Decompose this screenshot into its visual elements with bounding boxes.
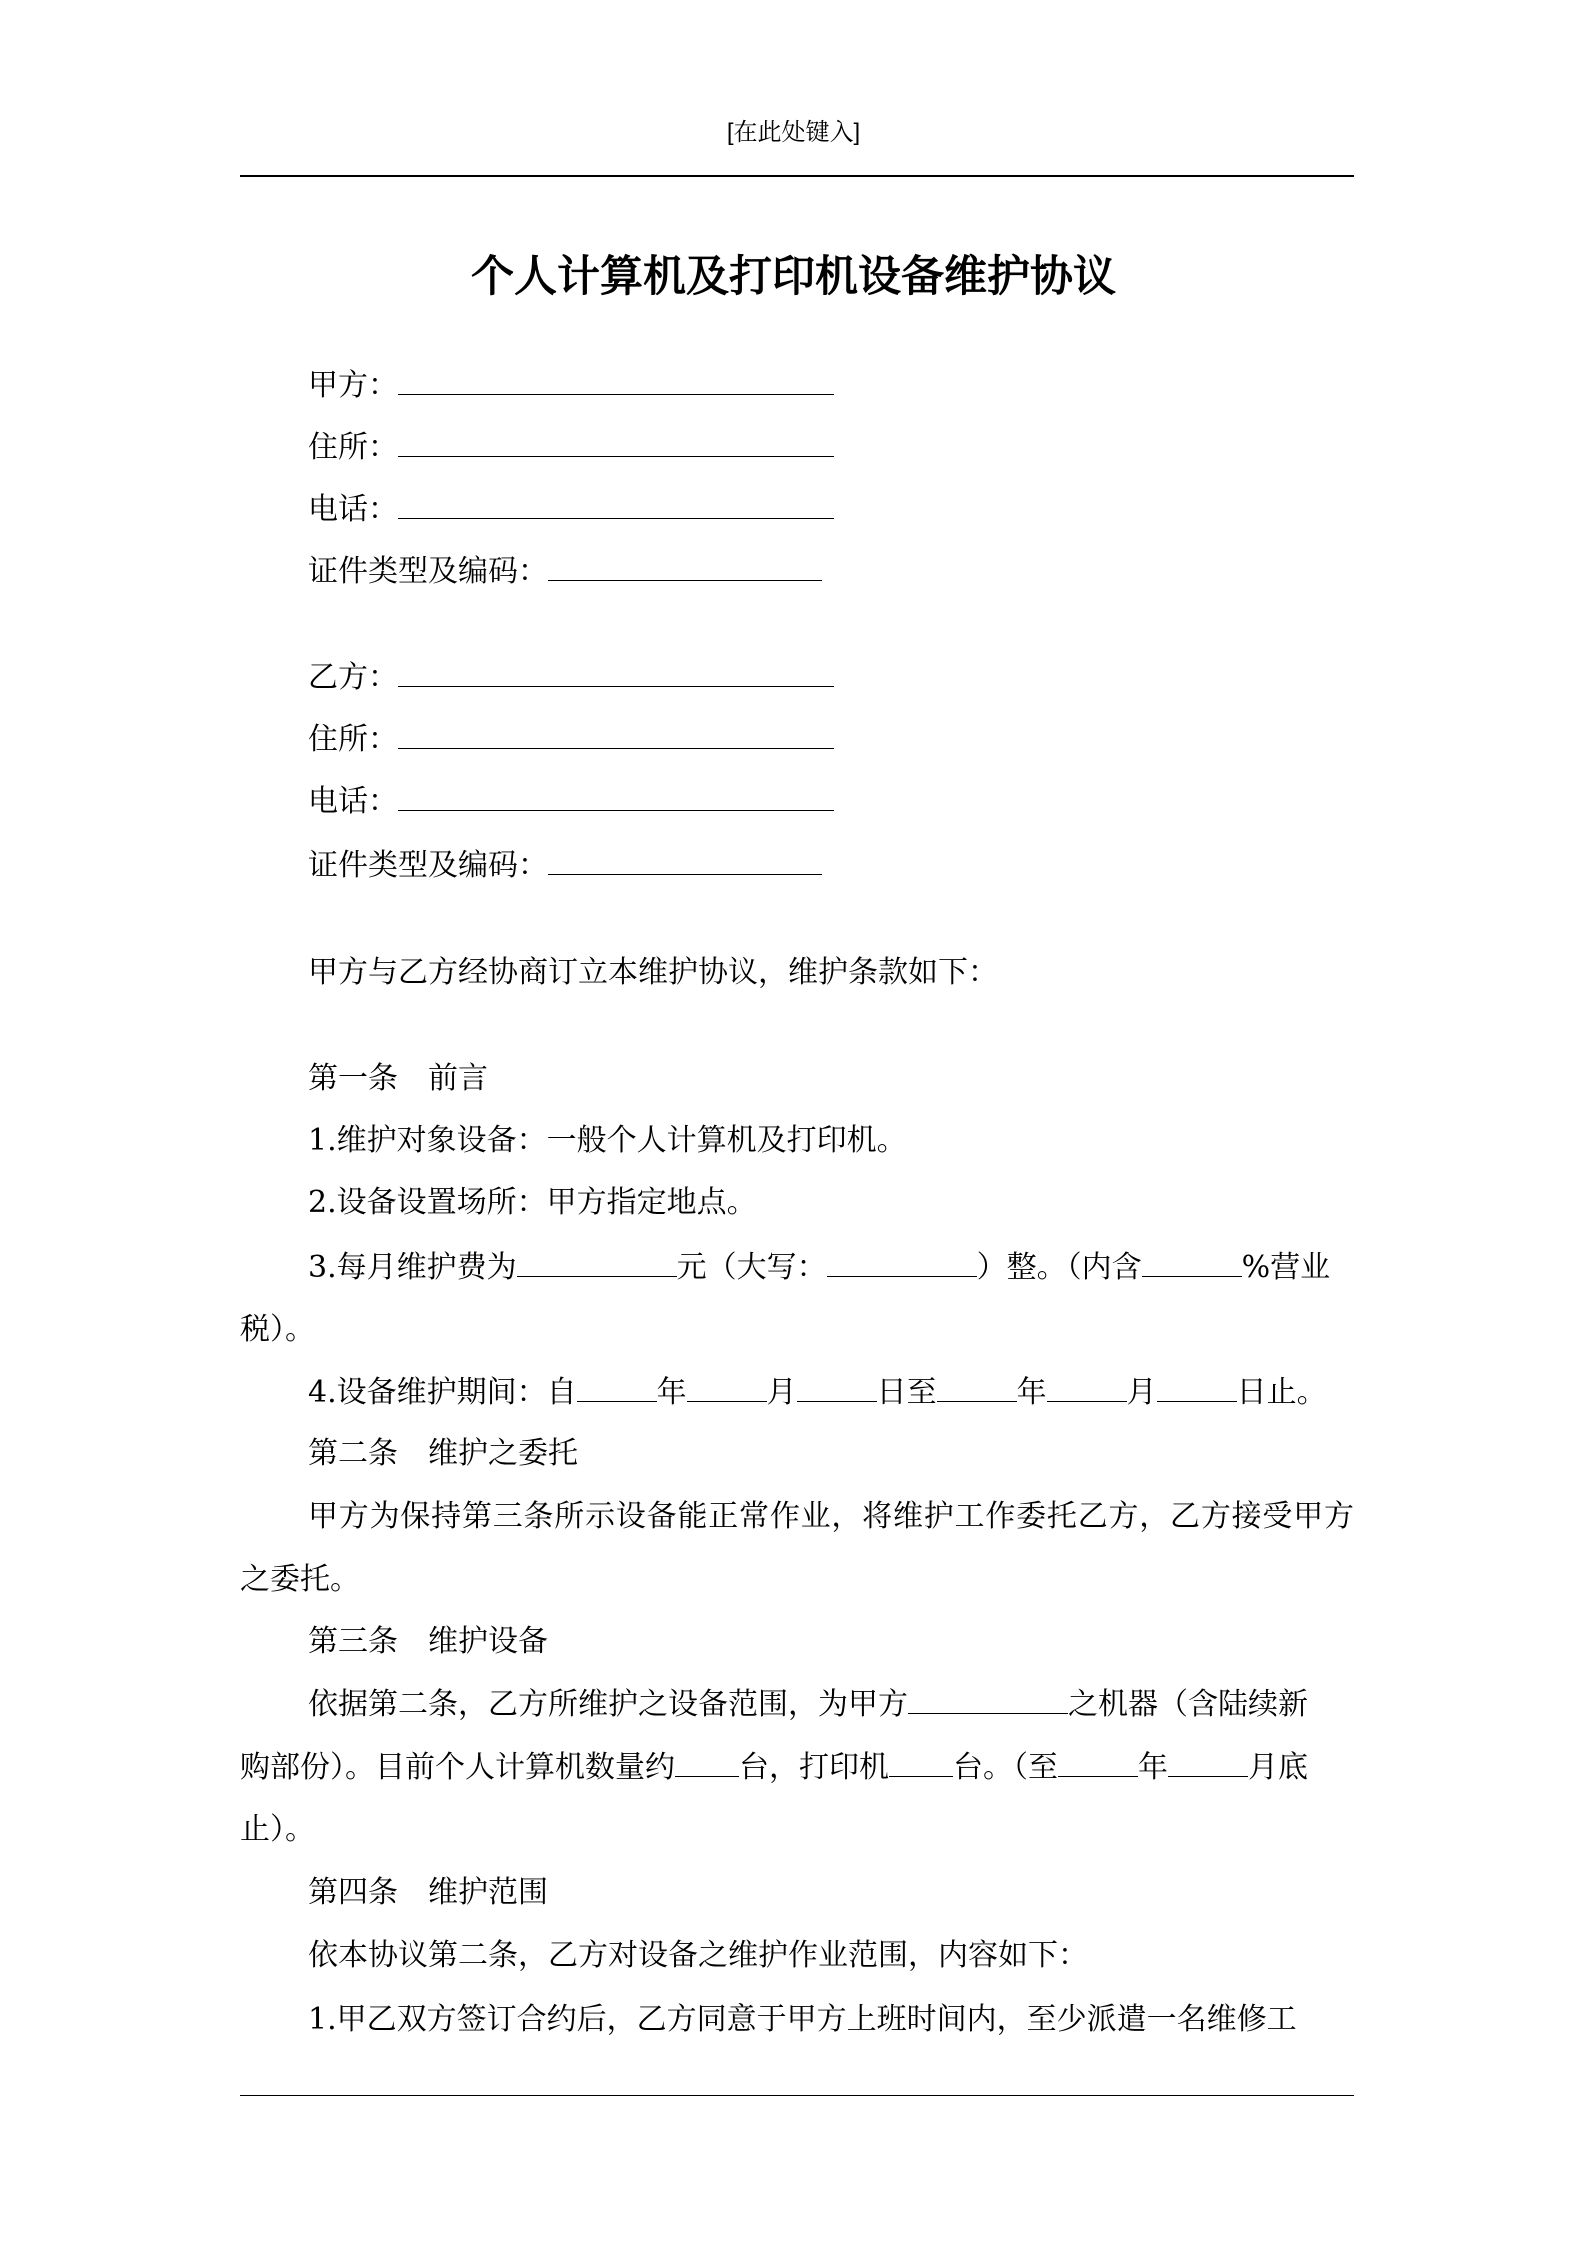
article-3-text-a: 依据第二条，乙方所维护之设备范围，为甲方 xyxy=(308,1687,908,1722)
party-b-address-label: 住所： xyxy=(308,722,398,757)
party-a-phone-row xyxy=(240,490,1354,530)
until-month-field[interactable] xyxy=(1168,1748,1248,1777)
tax-included-label: ）整。（内含 xyxy=(976,1250,1142,1285)
party-b-name-field[interactable] xyxy=(398,658,834,687)
party-a-id-label: 证件类型及编码： xyxy=(308,554,548,589)
end-month-field[interactable] xyxy=(1047,1373,1127,1402)
party-a-name-label: 甲方： xyxy=(308,368,398,403)
start-month-field[interactable] xyxy=(687,1373,767,1402)
article-1-item-3 xyxy=(240,1248,1354,1288)
period-label: 4.设备维护期间：自 xyxy=(308,1375,577,1410)
party-b-name-label: 乙方： xyxy=(308,660,398,695)
fee-label: 3.每月维护费为 xyxy=(308,1250,517,1285)
article-3-text-b: 之机器（含陆续新 xyxy=(1068,1687,1308,1722)
party-b-id-row xyxy=(240,846,1354,886)
party-a-address-label: 住所： xyxy=(308,430,398,465)
article-1-item-3-cont: 税）。 xyxy=(240,1312,315,1347)
party-a-unit-field[interactable] xyxy=(908,1685,1068,1714)
monthly-fee-field[interactable] xyxy=(517,1248,677,1277)
tax-rate-field[interactable] xyxy=(1142,1248,1242,1277)
article-4-item-1: 1.甲乙双方签订合约后，乙方同意于甲方上班时间内，至少派遣一名维修工 xyxy=(308,2002,1297,2037)
party-b-id-field[interactable] xyxy=(548,846,822,875)
printer-count-field[interactable] xyxy=(889,1748,953,1777)
party-a-id-field[interactable] xyxy=(548,552,822,581)
document-title: 个人计算机及打印机设备维护协议 xyxy=(471,252,1116,302)
header-placeholder[interactable]: [在此处键入] xyxy=(726,119,861,146)
article-3-title: 维护设备 xyxy=(428,1624,548,1659)
intro-text: 甲方与乙方经协商订立本维护协议，维护条款如下： xyxy=(308,955,998,990)
article-3-line-1 xyxy=(240,1685,1354,1725)
article-3-text-f: 年 xyxy=(1138,1750,1168,1785)
end-day-unit: 日止。 xyxy=(1236,1375,1327,1410)
article-2-title: 维护之委托 xyxy=(428,1436,578,1471)
end-year-unit: 年 xyxy=(1016,1375,1047,1410)
article-4-title: 维护范围 xyxy=(428,1875,548,1910)
article-3-text-c: 购部份）。目前个人计算机数量约 xyxy=(240,1750,675,1785)
article-2-text: 甲方为保持第三条所示设备能正常作业，将维护工作委托乙方，乙方接受甲方之委托。 xyxy=(240,1499,1354,1597)
party-a-name-row xyxy=(240,366,1354,406)
end-year-field[interactable] xyxy=(937,1373,1017,1402)
article-3-number: 第三条 xyxy=(308,1624,398,1659)
article-4-number: 第四条 xyxy=(308,1875,398,1910)
party-b-id-label: 证件类型及编码： xyxy=(308,848,548,883)
party-a-phone-field[interactable] xyxy=(398,490,834,519)
article-3-text-g: 月底 xyxy=(1248,1750,1308,1785)
article-3-text-d: 台，打印机 xyxy=(739,1750,889,1785)
start-year-unit: 年 xyxy=(656,1375,687,1410)
article-4-text: 依本协议第二条，乙方对设备之维护作业范围，内容如下： xyxy=(308,1938,1088,1973)
business-tax-label: %营业 xyxy=(1241,1250,1331,1285)
article-3-line-3: 止）。 xyxy=(240,1812,315,1847)
header-rule xyxy=(240,175,1354,177)
party-b-phone-row xyxy=(240,782,1354,822)
footer-rule xyxy=(240,2095,1354,2096)
end-day-field[interactable] xyxy=(1157,1373,1237,1402)
article-2-heading xyxy=(240,1434,1354,1474)
party-b-address-row xyxy=(240,720,1354,760)
party-b-address-field[interactable] xyxy=(398,720,834,749)
start-day-field[interactable] xyxy=(797,1373,877,1402)
party-a-phone-label: 电话： xyxy=(308,492,398,527)
article-3-text-e: 台。（至 xyxy=(953,1750,1058,1785)
article-1-number: 第一条 xyxy=(308,1061,398,1096)
article-4-heading xyxy=(240,1873,1354,1913)
fee-capital-field[interactable] xyxy=(827,1248,977,1277)
article-1-item-4 xyxy=(240,1373,1354,1413)
party-a-address-row xyxy=(240,428,1354,468)
party-b-phone-label: 电话： xyxy=(308,784,398,819)
party-a-name-field[interactable] xyxy=(398,366,834,395)
party-a-id-row xyxy=(240,552,1354,592)
article-1-title: 前言 xyxy=(428,1061,488,1096)
party-b-phone-field[interactable] xyxy=(398,782,834,811)
start-month-unit: 月 xyxy=(766,1375,797,1410)
article-3-line-2 xyxy=(240,1748,1354,1788)
article-2-number: 第二条 xyxy=(308,1436,398,1471)
article-1-heading xyxy=(240,1059,1354,1099)
start-day-unit: 日至 xyxy=(876,1375,937,1410)
article-3-heading xyxy=(240,1622,1354,1662)
party-b-name-row xyxy=(240,658,1354,698)
end-month-unit: 月 xyxy=(1126,1375,1157,1410)
start-year-field[interactable] xyxy=(577,1373,657,1402)
article-1-item-1: 1.维护对象设备：一般个人计算机及打印机。 xyxy=(308,1123,907,1158)
pc-count-field[interactable] xyxy=(675,1748,739,1777)
until-year-field[interactable] xyxy=(1058,1748,1138,1777)
party-a-address-field[interactable] xyxy=(398,428,834,457)
fee-capital-label: 元（大写： xyxy=(676,1250,827,1285)
article-1-item-2: 2.设备设置场所：甲方指定地点。 xyxy=(308,1185,757,1220)
